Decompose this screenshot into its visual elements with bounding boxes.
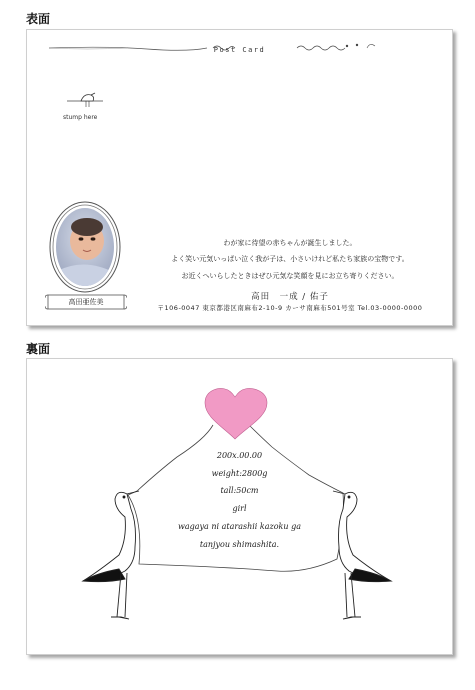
birth-weight: weight:2800g: [211, 469, 268, 478]
message-line-2: よく笑い元気いっぱい泣く我が子は、小さいけれど私たち家族の宝物です。: [171, 255, 409, 263]
message-line-1: わが家に待望の赤ちゃんが誕生しました。: [223, 239, 357, 247]
postcard-back: [26, 358, 453, 655]
baby-photo: [49, 201, 121, 293]
baby-name: 高田亜佐美: [68, 298, 104, 306]
announcement-line-2: tanjyou shimashita.: [199, 540, 280, 549]
announcement-line-1: wagaya ni atarashii kazoku ga: [178, 522, 301, 531]
stamp-label: stump here: [63, 114, 98, 121]
back-side-label: 裏面: [26, 342, 51, 356]
bird-icon: [65, 90, 105, 110]
postcard-front: [26, 29, 453, 326]
parents-names: 高田 一成 / 佑子: [251, 292, 329, 302]
baby-gender: girl: [232, 504, 247, 513]
banner-cloth: [128, 425, 343, 571]
address-line: 〒106-0047 東京都港区南麻布2-10-9 カーサ南麻布501号室 Tel.03-0000-0000: [157, 304, 423, 312]
birth-height: tall:50cm: [220, 486, 259, 495]
message-line-3: お近くへいらしたときはぜひ元気な笑顔を見にお立ち寄りください。: [181, 272, 399, 280]
birth-date: 200x.00.00: [216, 451, 263, 460]
front-side-label: 表面: [26, 12, 51, 26]
post-card-title: Post Card: [213, 46, 266, 54]
